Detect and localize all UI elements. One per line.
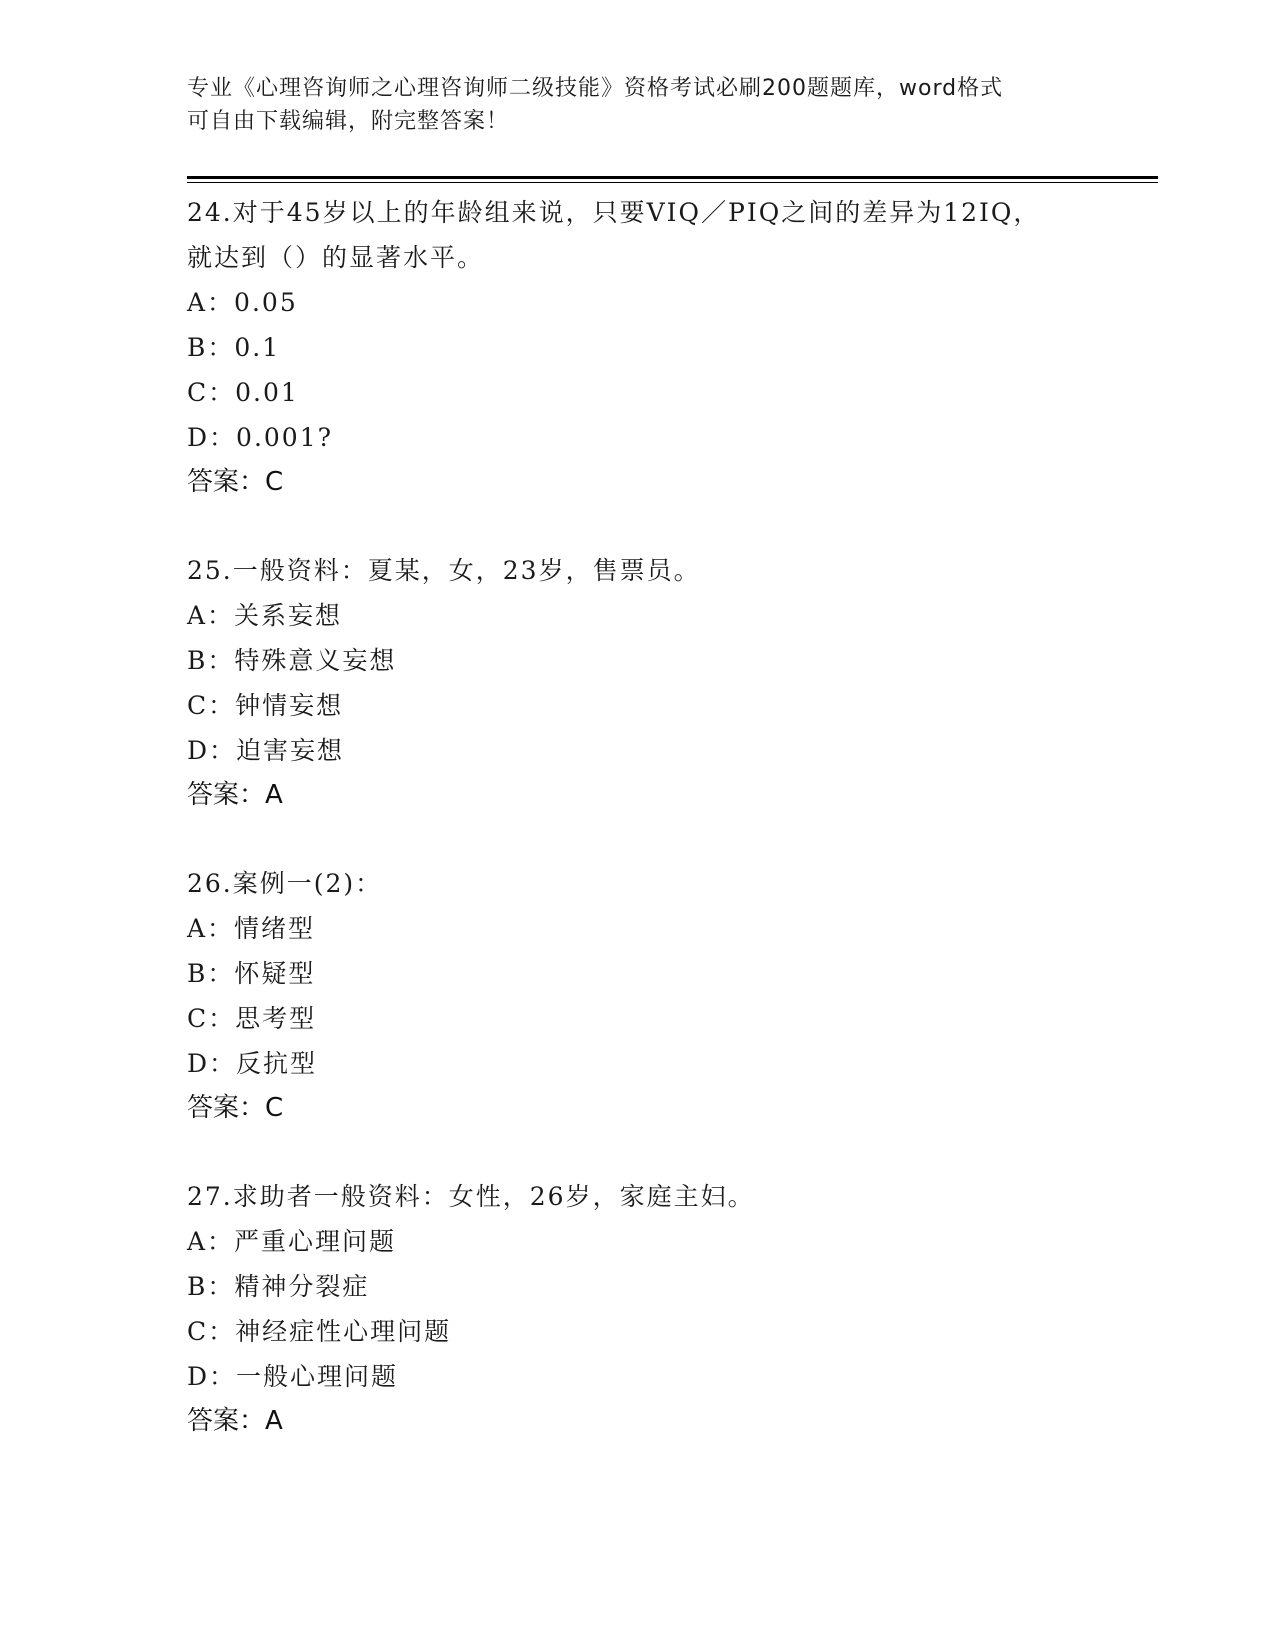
option-c: C：思考型 (187, 1004, 317, 1033)
document-header (187, 72, 1087, 138)
question-stem-continued: 就达到（）的显著水平。 (187, 243, 485, 272)
option-a: A：情绪型 (187, 914, 316, 943)
header-divider-thin (187, 182, 1158, 183)
option-c: C：钟情妄想 (187, 691, 344, 720)
option-b: B：怀疑型 (187, 959, 316, 988)
question-stem: 27.求助者一般资料：女性，26岁，家庭主妇。 (187, 1182, 755, 1211)
answer: 答案：C (187, 467, 284, 497)
question-list (187, 190, 1087, 1444)
option-a: A：严重心理问题 (187, 1227, 397, 1256)
option-c: C：神经症性心理问题 (187, 1317, 452, 1346)
option-b: B：精神分裂症 (187, 1272, 370, 1301)
option-a: A：关系妄想 (187, 601, 343, 630)
answer: 答案：A (187, 1406, 283, 1436)
option-b: B：0.1 (187, 333, 281, 362)
question-26 (187, 861, 1087, 1131)
question-25 (187, 548, 1087, 818)
header-divider-thick (187, 176, 1158, 179)
header-line-2: 可自由下载编辑，附完整答案！ (187, 109, 510, 134)
option-d: D：一般心理问题 (187, 1362, 399, 1391)
option-c: C：0.01 (187, 378, 299, 407)
header-line-1: 专业《心理咨询师之心理咨询师二级技能》资格考试必刷200题题库，word格式 (187, 76, 1004, 101)
option-a: A：0.05 (187, 288, 298, 317)
option-d: D：0.001? (187, 423, 334, 452)
question-stem: 24.对于45岁以上的年龄组来说，只要VIQ／PIQ之间的差异为12IQ， (187, 198, 1041, 227)
question-stem: 26.案例一(2)： (187, 869, 383, 898)
question-27 (187, 1174, 1087, 1444)
option-d: D：迫害妄想 (187, 736, 345, 765)
option-d: D：反抗型 (187, 1049, 318, 1078)
question-gap (187, 505, 1087, 548)
option-b: B：特殊意义妄想 (187, 646, 397, 675)
question-24 (187, 190, 1087, 505)
question-gap (187, 1131, 1087, 1174)
question-stem: 25.一般资料：夏某，女，23岁，售票员。 (187, 556, 701, 585)
question-gap (187, 818, 1087, 861)
answer: 答案：A (187, 780, 283, 810)
answer: 答案：C (187, 1093, 284, 1123)
